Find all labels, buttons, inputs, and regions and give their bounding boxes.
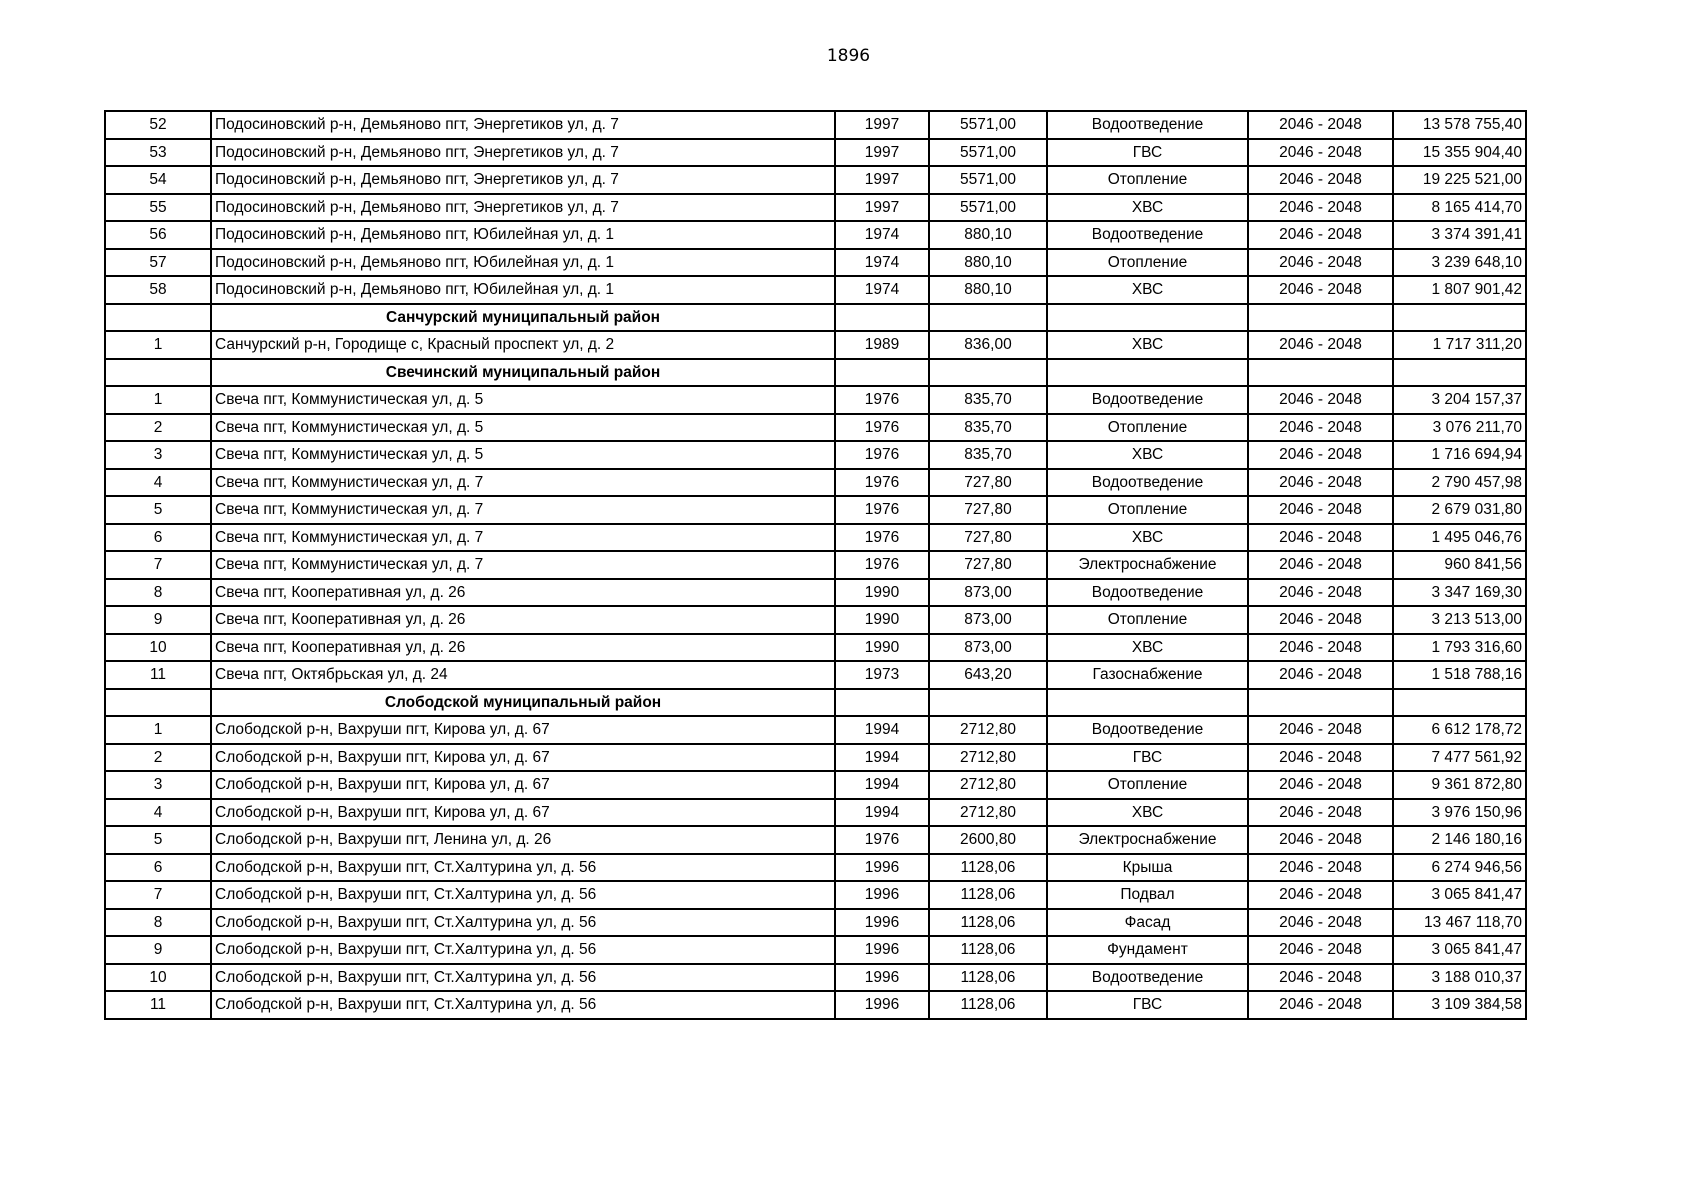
table-row: [105, 139, 1526, 167]
page-number: 1896: [826, 46, 871, 66]
cost-cell: 3 374 391,41: [1393, 221, 1526, 249]
row-number: 1: [105, 716, 211, 744]
table-row: [105, 744, 1526, 772]
address-cell: Свеча пгт, Кооперативная ул, д. 26: [211, 634, 835, 662]
cost-cell: 3 204 157,37: [1393, 386, 1526, 414]
work-type-cell: Водоотведение: [1047, 469, 1248, 497]
table-row: [105, 111, 1526, 139]
work-type-cell: Отопление: [1047, 414, 1248, 442]
work-type-cell: ХВС: [1047, 441, 1248, 469]
address-cell: Свеча пгт, Коммунистическая ул, д. 5: [211, 441, 835, 469]
area-cell: 2712,80: [929, 799, 1047, 827]
table-row: [105, 661, 1526, 689]
work-type-cell: Отопление: [1047, 249, 1248, 277]
year-cell: 1994: [835, 716, 929, 744]
year-cell: 1976: [835, 441, 929, 469]
area-cell: 873,00: [929, 634, 1047, 662]
row-number: 57: [105, 249, 211, 277]
year-cell: [835, 304, 929, 332]
year-cell: 1994: [835, 744, 929, 772]
table-row: [105, 826, 1526, 854]
period-cell: 2046 - 2048: [1248, 139, 1393, 167]
period-cell: 2046 - 2048: [1248, 166, 1393, 194]
work-type-cell: Водоотведение: [1047, 221, 1248, 249]
cost-cell: 3 065 841,47: [1393, 881, 1526, 909]
year-cell: 1990: [835, 606, 929, 634]
row-number: 6: [105, 854, 211, 882]
year-cell: 1996: [835, 936, 929, 964]
area-cell: 873,00: [929, 579, 1047, 607]
cost-cell: [1393, 689, 1526, 717]
work-type-cell: Водоотведение: [1047, 386, 1248, 414]
table-row: [105, 166, 1526, 194]
year-cell: 1974: [835, 249, 929, 277]
area-cell: [929, 304, 1047, 332]
row-number: 7: [105, 551, 211, 579]
row-number: 4: [105, 469, 211, 497]
work-type-cell: ХВС: [1047, 799, 1248, 827]
table-row: [105, 991, 1526, 1019]
row-number: 4: [105, 799, 211, 827]
row-number: 1: [105, 386, 211, 414]
work-type-cell: [1047, 304, 1248, 332]
row-number: 10: [105, 964, 211, 992]
period-cell: 2046 - 2048: [1248, 744, 1393, 772]
address-cell: Свеча пгт, Кооперативная ул, д. 26: [211, 579, 835, 607]
period-cell: 2046 - 2048: [1248, 194, 1393, 222]
table-row: [105, 579, 1526, 607]
area-cell: 5571,00: [929, 139, 1047, 167]
district-heading: Санчурский муниципальный район: [211, 304, 835, 332]
cost-cell: 3 239 648,10: [1393, 249, 1526, 277]
period-cell: 2046 - 2048: [1248, 386, 1393, 414]
area-cell: 2712,80: [929, 744, 1047, 772]
address-cell: Слободской р-н, Вахруши пгт, Ст.Халтурина ул, д. 56: [211, 854, 835, 882]
area-cell: 727,80: [929, 551, 1047, 579]
year-cell: 1997: [835, 166, 929, 194]
table-row: [105, 194, 1526, 222]
year-cell: 1974: [835, 276, 929, 304]
year-cell: 1974: [835, 221, 929, 249]
row-number: 2: [105, 744, 211, 772]
year-cell: 1996: [835, 964, 929, 992]
table-row: [105, 716, 1526, 744]
period-cell: 2046 - 2048: [1248, 716, 1393, 744]
table-row: [105, 441, 1526, 469]
row-number: 11: [105, 991, 211, 1019]
period-cell: 2046 - 2048: [1248, 249, 1393, 277]
year-cell: 1976: [835, 496, 929, 524]
area-cell: 1128,06: [929, 964, 1047, 992]
area-cell: 2712,80: [929, 716, 1047, 744]
area-cell: 835,70: [929, 441, 1047, 469]
row-number: 3: [105, 771, 211, 799]
area-cell: 727,80: [929, 496, 1047, 524]
year-cell: 1996: [835, 881, 929, 909]
period-cell: 2046 - 2048: [1248, 331, 1393, 359]
period-cell: 2046 - 2048: [1248, 276, 1393, 304]
period-cell: 2046 - 2048: [1248, 111, 1393, 139]
address-cell: Подосиновский р-н, Демьяново пгт, Энергетиков ул, д. 7: [211, 139, 835, 167]
cost-cell: 8 165 414,70: [1393, 194, 1526, 222]
period-cell: [1248, 689, 1393, 717]
year-cell: 1976: [835, 469, 929, 497]
cost-cell: 1 495 046,76: [1393, 524, 1526, 552]
period-cell: 2046 - 2048: [1248, 221, 1393, 249]
table-row: [105, 331, 1526, 359]
row-number: 5: [105, 826, 211, 854]
cost-cell: 13 467 118,70: [1393, 909, 1526, 937]
work-type-cell: ХВС: [1047, 276, 1248, 304]
year-cell: 1996: [835, 991, 929, 1019]
area-cell: 643,20: [929, 661, 1047, 689]
cost-cell: 19 225 521,00: [1393, 166, 1526, 194]
row-number: [105, 689, 211, 717]
cost-cell: 3 065 841,47: [1393, 936, 1526, 964]
work-type-cell: Газоснабжение: [1047, 661, 1248, 689]
address-cell: Слободской р-н, Вахруши пгт, Кирова ул, д. 67: [211, 799, 835, 827]
year-cell: 1976: [835, 414, 929, 442]
area-cell: 2600,80: [929, 826, 1047, 854]
address-cell: Свеча пгт, Коммунистическая ул, д. 7: [211, 469, 835, 497]
work-type-cell: Водоотведение: [1047, 716, 1248, 744]
cost-cell: 3 347 169,30: [1393, 579, 1526, 607]
work-type-cell: ХВС: [1047, 524, 1248, 552]
period-cell: 2046 - 2048: [1248, 799, 1393, 827]
row-number: 6: [105, 524, 211, 552]
year-cell: 1990: [835, 634, 929, 662]
work-type-cell: Отопление: [1047, 606, 1248, 634]
address-cell: Слободской р-н, Вахруши пгт, Ст.Халтурина ул, д. 56: [211, 936, 835, 964]
year-cell: 1973: [835, 661, 929, 689]
period-cell: 2046 - 2048: [1248, 964, 1393, 992]
year-cell: 1976: [835, 524, 929, 552]
row-number: 55: [105, 194, 211, 222]
year-cell: 1997: [835, 111, 929, 139]
table-row: [105, 276, 1526, 304]
work-type-cell: Водоотведение: [1047, 964, 1248, 992]
period-cell: 2046 - 2048: [1248, 441, 1393, 469]
table-body: [105, 111, 1526, 1019]
row-number: 54: [105, 166, 211, 194]
address-cell: Свеча пгт, Коммунистическая ул, д. 7: [211, 496, 835, 524]
row-number: 10: [105, 634, 211, 662]
work-type-cell: [1047, 359, 1248, 387]
cost-cell: 3 076 211,70: [1393, 414, 1526, 442]
area-cell: 873,00: [929, 606, 1047, 634]
period-cell: 2046 - 2048: [1248, 909, 1393, 937]
area-cell: 5571,00: [929, 111, 1047, 139]
row-number: 53: [105, 139, 211, 167]
table-row: [105, 249, 1526, 277]
area-cell: 880,10: [929, 276, 1047, 304]
year-cell: 1976: [835, 551, 929, 579]
work-type-cell: Электроснабжение: [1047, 551, 1248, 579]
section-header-row: [105, 304, 1526, 332]
work-type-cell: [1047, 689, 1248, 717]
area-cell: 5571,00: [929, 194, 1047, 222]
row-number: 9: [105, 606, 211, 634]
work-type-cell: Фасад: [1047, 909, 1248, 937]
period-cell: [1248, 304, 1393, 332]
address-cell: Подосиновский р-н, Демьяново пгт, Энергетиков ул, д. 7: [211, 194, 835, 222]
year-cell: [835, 689, 929, 717]
year-cell: 1989: [835, 331, 929, 359]
work-type-cell: ХВС: [1047, 331, 1248, 359]
address-cell: Свеча пгт, Октябрьская ул, д. 24: [211, 661, 835, 689]
area-cell: 5571,00: [929, 166, 1047, 194]
year-cell: 1976: [835, 826, 929, 854]
cost-cell: 7 477 561,92: [1393, 744, 1526, 772]
period-cell: 2046 - 2048: [1248, 551, 1393, 579]
table-row: [105, 606, 1526, 634]
table-row: [105, 551, 1526, 579]
cost-cell: 13 578 755,40: [1393, 111, 1526, 139]
table-row: [105, 964, 1526, 992]
row-number: 7: [105, 881, 211, 909]
area-cell: 2712,80: [929, 771, 1047, 799]
address-cell: Подосиновский р-н, Демьяново пгт, Энергетиков ул, д. 7: [211, 166, 835, 194]
period-cell: 2046 - 2048: [1248, 881, 1393, 909]
period-cell: 2046 - 2048: [1248, 496, 1393, 524]
row-number: 8: [105, 909, 211, 937]
area-cell: 1128,06: [929, 991, 1047, 1019]
work-type-cell: ХВС: [1047, 634, 1248, 662]
table-row: [105, 909, 1526, 937]
address-cell: Санчурский р-н, Городище с, Красный проспект ул, д. 2: [211, 331, 835, 359]
cost-cell: 1 807 901,42: [1393, 276, 1526, 304]
work-type-cell: Отопление: [1047, 496, 1248, 524]
work-type-cell: ГВС: [1047, 139, 1248, 167]
period-cell: 2046 - 2048: [1248, 469, 1393, 497]
work-type-cell: Отопление: [1047, 166, 1248, 194]
period-cell: 2046 - 2048: [1248, 991, 1393, 1019]
table-row: [105, 854, 1526, 882]
cost-cell: 9 361 872,80: [1393, 771, 1526, 799]
cost-cell: 6 274 946,56: [1393, 854, 1526, 882]
row-number: 9: [105, 936, 211, 964]
address-cell: Свеча пгт, Коммунистическая ул, д. 7: [211, 551, 835, 579]
table-row: [105, 386, 1526, 414]
period-cell: 2046 - 2048: [1248, 524, 1393, 552]
area-cell: 1128,06: [929, 909, 1047, 937]
year-cell: 1997: [835, 194, 929, 222]
row-number: 5: [105, 496, 211, 524]
year-cell: [835, 359, 929, 387]
table-row: [105, 771, 1526, 799]
cost-cell: 1 716 694,94: [1393, 441, 1526, 469]
address-cell: Слободской р-н, Вахруши пгт, Кирова ул, д. 67: [211, 716, 835, 744]
table-row: [105, 881, 1526, 909]
area-cell: 835,70: [929, 386, 1047, 414]
cost-cell: 3 109 384,58: [1393, 991, 1526, 1019]
cost-cell: 2 790 457,98: [1393, 469, 1526, 497]
work-type-cell: Водоотведение: [1047, 111, 1248, 139]
period-cell: 2046 - 2048: [1248, 826, 1393, 854]
work-type-cell: ГВС: [1047, 744, 1248, 772]
table-row: [105, 634, 1526, 662]
row-number: [105, 359, 211, 387]
area-cell: 1128,06: [929, 936, 1047, 964]
address-cell: Слободской р-н, Вахруши пгт, Кирова ул, д. 67: [211, 744, 835, 772]
address-cell: Слободской р-н, Вахруши пгт, Ст.Халтурина ул, д. 56: [211, 909, 835, 937]
work-type-cell: Отопление: [1047, 771, 1248, 799]
section-header-row: [105, 689, 1526, 717]
row-number: 11: [105, 661, 211, 689]
period-cell: 2046 - 2048: [1248, 414, 1393, 442]
year-cell: 1996: [835, 854, 929, 882]
row-number: 2: [105, 414, 211, 442]
row-number: 8: [105, 579, 211, 607]
area-cell: 1128,06: [929, 854, 1047, 882]
area-cell: [929, 359, 1047, 387]
cost-cell: 15 355 904,40: [1393, 139, 1526, 167]
district-heading: Слободской муниципальный район: [211, 689, 835, 717]
table-row: [105, 496, 1526, 524]
cost-cell: 960 841,56: [1393, 551, 1526, 579]
period-cell: 2046 - 2048: [1248, 936, 1393, 964]
address-cell: Слободской р-н, Вахруши пгт, Ст.Халтурина ул, д. 56: [211, 964, 835, 992]
work-type-cell: Фундамент: [1047, 936, 1248, 964]
area-cell: 880,10: [929, 249, 1047, 277]
year-cell: 1996: [835, 909, 929, 937]
area-cell: [929, 689, 1047, 717]
row-number: 56: [105, 221, 211, 249]
year-cell: 1994: [835, 799, 929, 827]
address-cell: Подосиновский р-н, Демьяново пгт, Энергетиков ул, д. 7: [211, 111, 835, 139]
cost-cell: 3 976 150,96: [1393, 799, 1526, 827]
address-cell: Слободской р-н, Вахруши пгт, Кирова ул, д. 67: [211, 771, 835, 799]
table-row: [105, 936, 1526, 964]
period-cell: 2046 - 2048: [1248, 579, 1393, 607]
period-cell: 2046 - 2048: [1248, 854, 1393, 882]
year-cell: 1994: [835, 771, 929, 799]
area-cell: 727,80: [929, 524, 1047, 552]
cost-cell: 1 518 788,16: [1393, 661, 1526, 689]
repair-schedule-table: [104, 110, 1527, 1020]
year-cell: 1976: [835, 386, 929, 414]
address-cell: Слободской р-н, Вахруши пгт, Ст.Халтурина ул, д. 56: [211, 881, 835, 909]
cost-cell: 3 188 010,37: [1393, 964, 1526, 992]
work-type-cell: ХВС: [1047, 194, 1248, 222]
row-number: 3: [105, 441, 211, 469]
cost-cell: 3 213 513,00: [1393, 606, 1526, 634]
district-heading: Свечинский муниципальный район: [211, 359, 835, 387]
work-type-cell: Водоотведение: [1047, 579, 1248, 607]
row-number: 1: [105, 331, 211, 359]
row-number: 58: [105, 276, 211, 304]
cost-cell: 1 717 311,20: [1393, 331, 1526, 359]
cost-cell: 2 146 180,16: [1393, 826, 1526, 854]
cost-cell: 1 793 316,60: [1393, 634, 1526, 662]
period-cell: 2046 - 2048: [1248, 661, 1393, 689]
area-cell: 727,80: [929, 469, 1047, 497]
year-cell: 1997: [835, 139, 929, 167]
cost-cell: 2 679 031,80: [1393, 496, 1526, 524]
address-cell: Свеча пгт, Коммунистическая ул, д. 7: [211, 524, 835, 552]
area-cell: 880,10: [929, 221, 1047, 249]
period-cell: 2046 - 2048: [1248, 771, 1393, 799]
period-cell: 2046 - 2048: [1248, 634, 1393, 662]
period-cell: [1248, 359, 1393, 387]
table-row: [105, 799, 1526, 827]
address-cell: Подосиновский р-н, Демьяново пгт, Юбилейная ул, д. 1: [211, 249, 835, 277]
work-type-cell: ГВС: [1047, 991, 1248, 1019]
year-cell: 1990: [835, 579, 929, 607]
work-type-cell: Электроснабжение: [1047, 826, 1248, 854]
section-header-row: [105, 359, 1526, 387]
area-cell: 836,00: [929, 331, 1047, 359]
address-cell: Слободской р-н, Вахруши пгт, Ленина ул, д. 26: [211, 826, 835, 854]
row-number: [105, 304, 211, 332]
address-cell: Подосиновский р-н, Демьяново пгт, Юбилейная ул, д. 1: [211, 276, 835, 304]
period-cell: 2046 - 2048: [1248, 606, 1393, 634]
area-cell: 835,70: [929, 414, 1047, 442]
address-cell: Свеча пгт, Коммунистическая ул, д. 5: [211, 386, 835, 414]
row-number: 52: [105, 111, 211, 139]
table-row: [105, 221, 1526, 249]
address-cell: Свеча пгт, Коммунистическая ул, д. 5: [211, 414, 835, 442]
cost-cell: [1393, 304, 1526, 332]
address-cell: Слободской р-н, Вахруши пгт, Ст.Халтурина ул, д. 56: [211, 991, 835, 1019]
table-row: [105, 414, 1526, 442]
table-row: [105, 469, 1526, 497]
table-row: [105, 524, 1526, 552]
address-cell: Подосиновский р-н, Демьяново пгт, Юбилейная ул, д. 1: [211, 221, 835, 249]
address-cell: Свеча пгт, Кооперативная ул, д. 26: [211, 606, 835, 634]
cost-cell: 6 612 178,72: [1393, 716, 1526, 744]
work-type-cell: Крыша: [1047, 854, 1248, 882]
work-type-cell: Подвал: [1047, 881, 1248, 909]
cost-cell: [1393, 359, 1526, 387]
area-cell: 1128,06: [929, 881, 1047, 909]
